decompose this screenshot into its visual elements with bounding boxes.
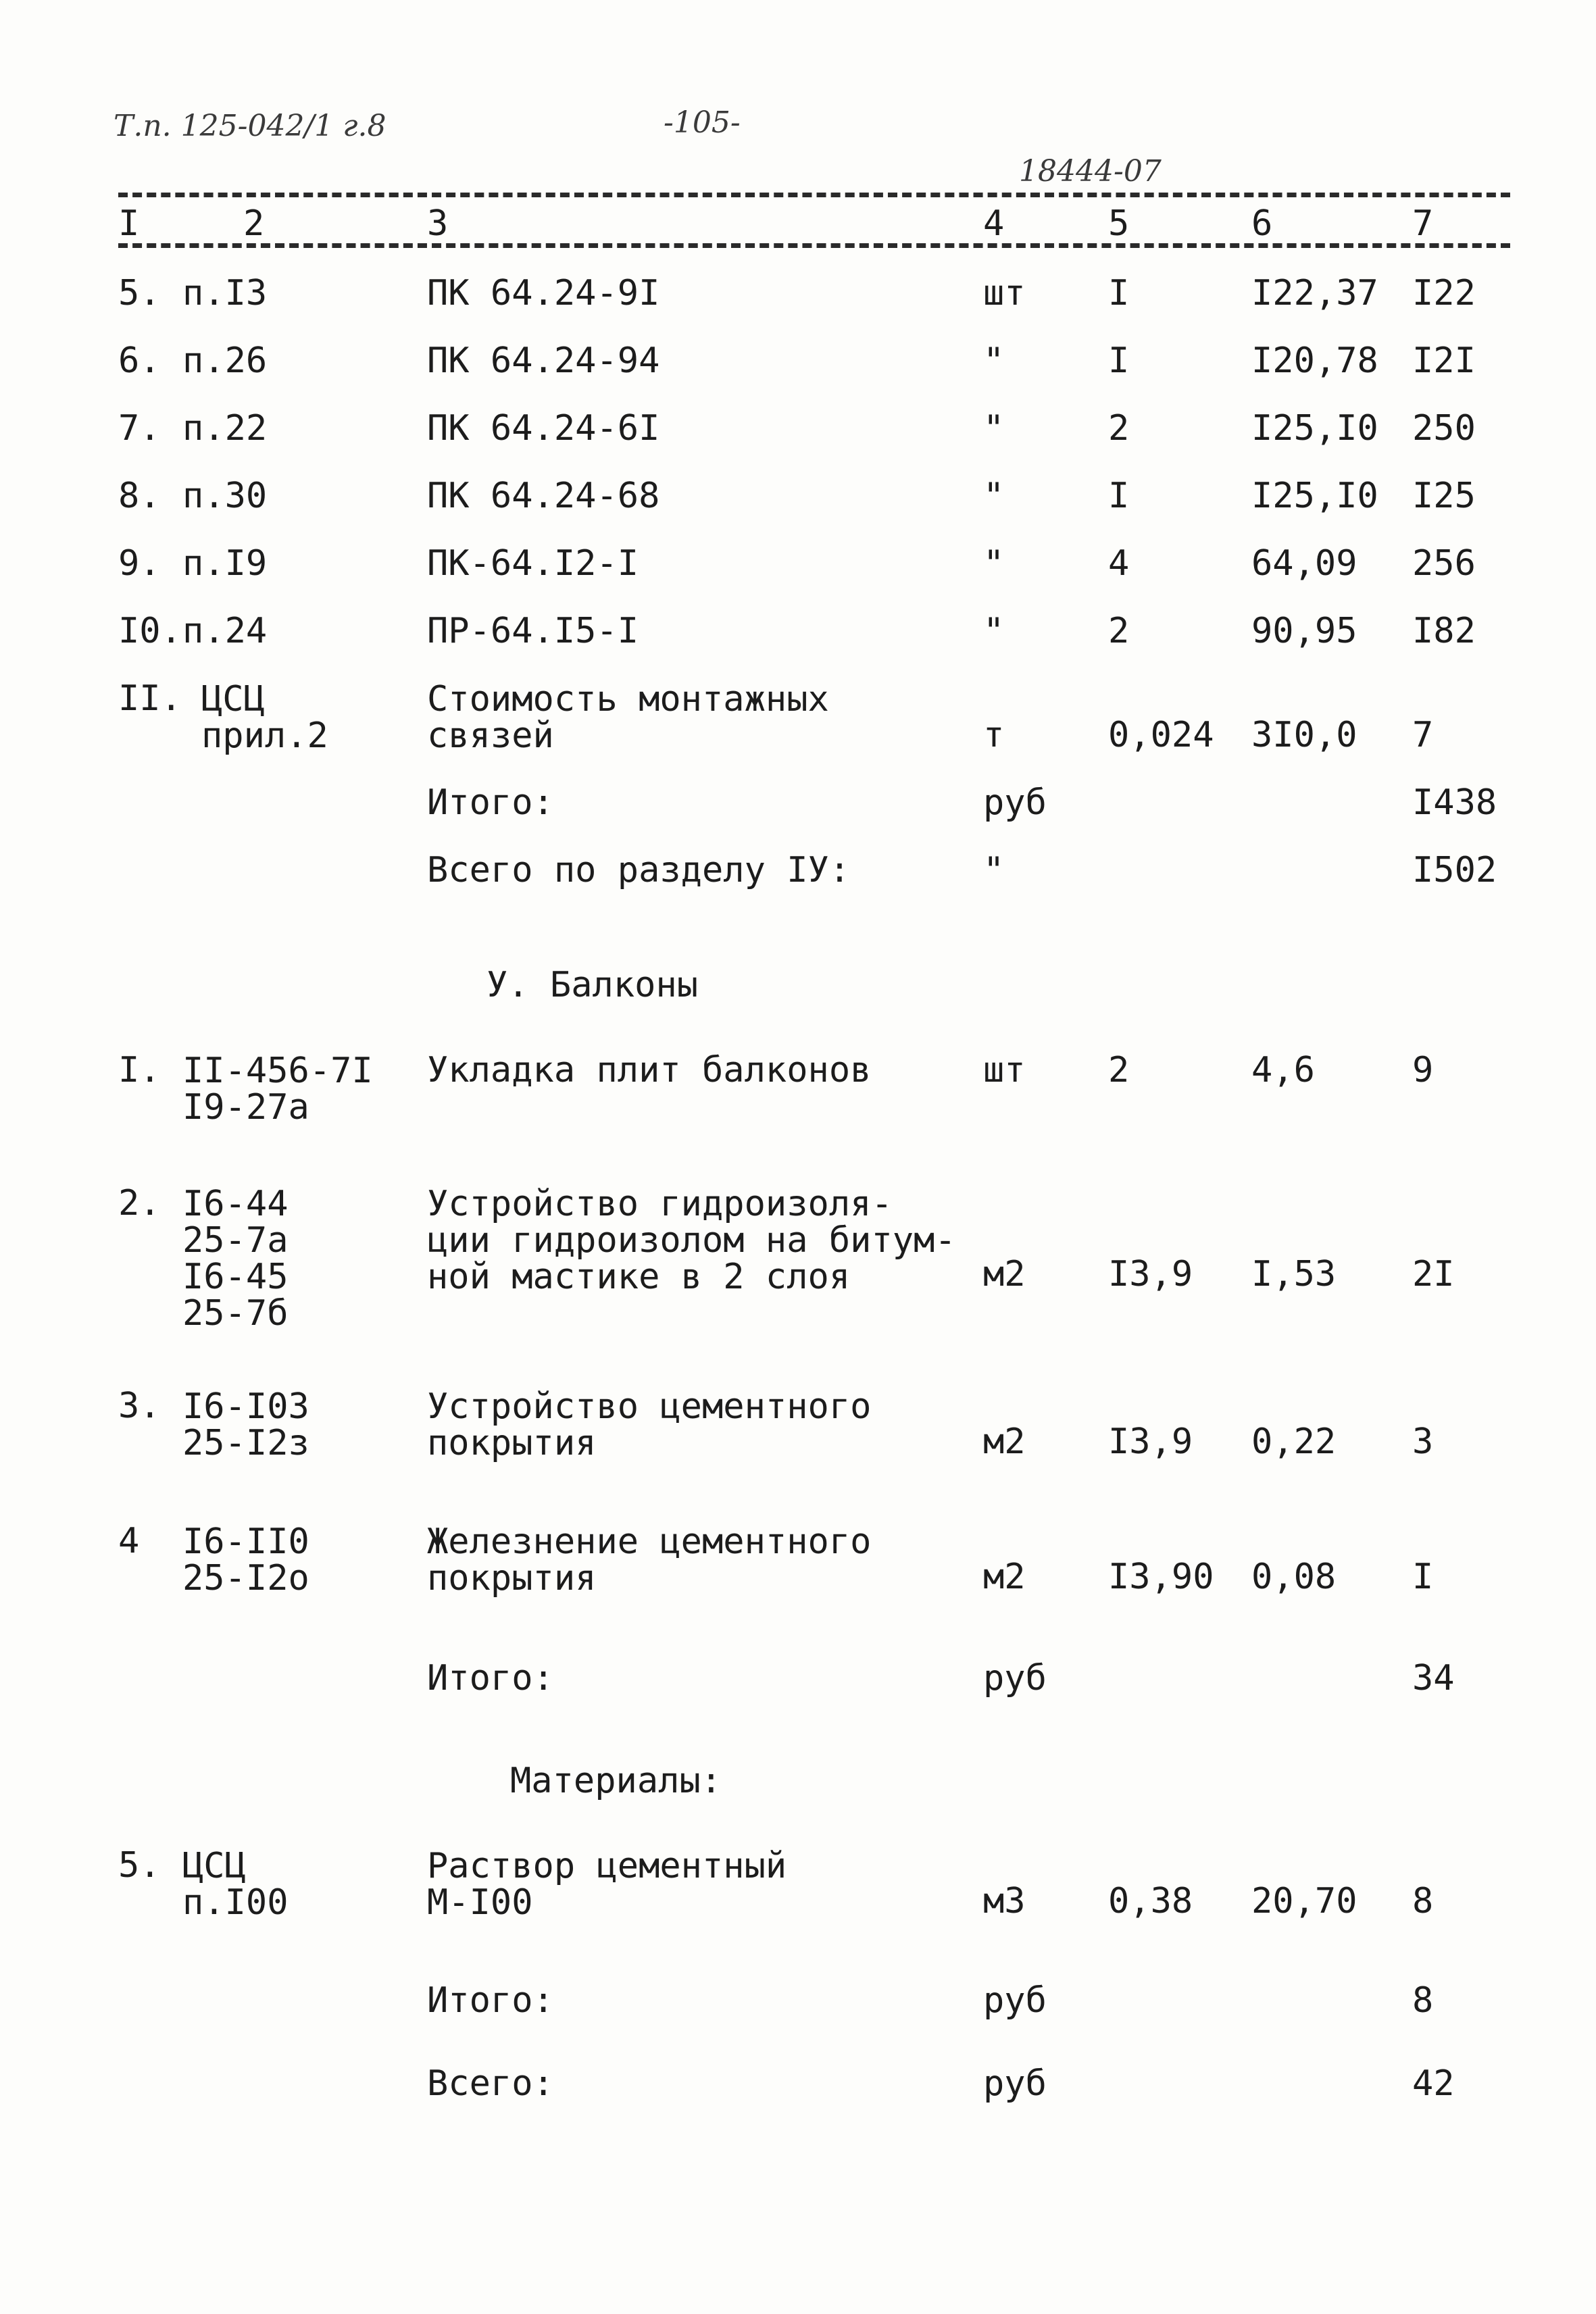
row-name: Раствор цементный М-I00 <box>427 1846 787 1923</box>
row-quantity: I <box>1108 476 1130 516</box>
row-number: I. <box>118 1050 161 1090</box>
row-total: 256 <box>1412 543 1476 584</box>
row-total: I22 <box>1412 273 1476 313</box>
row-reference: п.24 <box>182 611 268 651</box>
row-total: I2I <box>1412 341 1476 381</box>
column-number-2: 2 <box>243 203 265 244</box>
row-total: I <box>1412 1557 1434 1597</box>
row-price: 64,09 <box>1251 543 1357 584</box>
row-total: 3 <box>1412 1422 1434 1462</box>
subtotal-label: Итого: <box>427 1980 554 2021</box>
row-price: I25,I0 <box>1251 408 1378 449</box>
row-number: 6. <box>118 341 161 381</box>
subtotal-unit: руб <box>983 1980 1047 2021</box>
row-name: Устройство гидроизоля- ции гидроизолом на битум- ной мастике в 2 слоя <box>427 1184 956 1297</box>
row-price: 3I0,0 <box>1251 715 1357 755</box>
row-price: 20,70 <box>1251 1881 1357 1921</box>
row-reference: I6-44 25-7а I6-45 25-7б <box>182 1184 289 1334</box>
row-unit: м2 <box>983 1557 1026 1597</box>
row-unit: шт <box>983 1050 1026 1090</box>
grand-total-label: Всего: <box>427 2063 554 2104</box>
materials-heading: Материалы: <box>510 1761 722 1801</box>
row-unit: м2 <box>983 1254 1026 1294</box>
row-reference: II-456-7I I9-27а <box>182 1051 373 1128</box>
row-number: 7. <box>118 408 161 449</box>
row-total: 2I <box>1412 1254 1455 1294</box>
row-name: Железнение цементного покрытия <box>427 1521 872 1599</box>
row-price: 0,22 <box>1251 1422 1337 1462</box>
column-number-4: 4 <box>983 203 1005 244</box>
row-total: 9 <box>1412 1050 1434 1090</box>
row-number: 3. <box>118 1386 161 1426</box>
row-total: I82 <box>1412 611 1476 651</box>
row-quantity: I <box>1108 341 1130 381</box>
row-price: I25,I0 <box>1251 476 1378 516</box>
row-number: 2. <box>118 1183 161 1224</box>
row-price: I22,37 <box>1251 273 1378 313</box>
row-name: ПК-64.I2-I <box>427 543 639 584</box>
row-unit: " <box>983 543 1005 584</box>
row-reference: п.30 <box>182 476 268 516</box>
row-reference: п.22 <box>182 408 268 449</box>
document-code: Т.п. 125-042/1 г.8 <box>114 109 386 143</box>
section-heading: У. Балконы <box>487 965 699 1005</box>
column-number-1: I <box>118 203 140 244</box>
row-quantity: 2 <box>1108 1050 1130 1090</box>
row-unit: " <box>983 408 1005 449</box>
subtotal-total: 8 <box>1412 1980 1434 2021</box>
row-number: 8. <box>118 476 161 516</box>
row-number: II. <box>118 678 182 719</box>
column-number-6: 6 <box>1251 203 1273 244</box>
row-reference: I6-II0 25-I2о <box>182 1521 309 1599</box>
row-reference: п.I9 <box>182 543 268 584</box>
row-name: ПР-64.I5-I <box>427 611 639 651</box>
row-quantity: I3,9 <box>1108 1254 1193 1294</box>
row-number: I0. <box>118 611 182 651</box>
header-rule-top <box>118 193 1510 197</box>
row-unit: " <box>983 341 1005 381</box>
row-unit: " <box>983 611 1005 651</box>
row-unit: м2 <box>983 1422 1026 1462</box>
row-name: ПК 64.24-68 <box>427 476 660 516</box>
row-quantity: 0,024 <box>1108 715 1214 755</box>
row-price: 4,6 <box>1251 1050 1315 1090</box>
section-total-label: Всего по разделу IУ: <box>427 850 851 890</box>
row-name: ПК 64.24-6I <box>427 408 660 449</box>
column-number-7: 7 <box>1412 203 1434 244</box>
row-name: Стоимость монтажных связей <box>427 679 829 756</box>
row-name: Устройство цементного покрытия <box>427 1386 872 1463</box>
row-quantity: I3,90 <box>1108 1557 1214 1597</box>
row-name: Укладка плит балконов <box>427 1050 872 1090</box>
row-quantity: 2 <box>1108 611 1130 651</box>
row-unit: м3 <box>983 1881 1026 1921</box>
row-reference: ЦСЦ п.I00 <box>182 1846 289 1923</box>
row-number: 5. <box>118 1845 161 1886</box>
row-unit: т <box>983 715 1005 755</box>
section-total-unit: " <box>983 850 1005 890</box>
subtotal-label: Итого: <box>427 1658 554 1699</box>
subtotal-label: Итого: <box>427 782 554 823</box>
row-total: 250 <box>1412 408 1476 449</box>
subtotal-total: I438 <box>1412 782 1497 823</box>
row-name: ПК 64.24-9I <box>427 273 660 313</box>
column-number-3: 3 <box>427 203 449 244</box>
section-total-total: I502 <box>1412 850 1497 890</box>
registration-stamp: 18444-07 <box>1019 154 1162 188</box>
row-number: 5. <box>118 273 161 313</box>
page-number: -105- <box>664 105 741 140</box>
row-reference: п.26 <box>182 341 268 381</box>
row-unit: шт <box>983 273 1026 313</box>
row-unit: " <box>983 476 1005 516</box>
row-price: I20,78 <box>1251 341 1378 381</box>
column-number-5: 5 <box>1108 203 1130 244</box>
header-rule-bottom <box>118 243 1510 248</box>
row-total: 8 <box>1412 1881 1434 1921</box>
row-number: 9. <box>118 543 161 584</box>
subtotal-unit: руб <box>983 782 1047 823</box>
row-quantity: 4 <box>1108 543 1130 584</box>
subtotal-total: 34 <box>1412 1658 1455 1699</box>
row-total: 7 <box>1412 715 1434 755</box>
row-quantity: 0,38 <box>1108 1881 1193 1921</box>
row-reference: п.I3 <box>182 273 268 313</box>
row-name: ПК 64.24-94 <box>427 341 660 381</box>
row-quantity: I <box>1108 273 1130 313</box>
row-reference: I6-I03 25-I2з <box>182 1386 309 1463</box>
row-number: 4 <box>118 1521 140 1561</box>
row-quantity: 2 <box>1108 408 1130 449</box>
row-total: I25 <box>1412 476 1476 516</box>
subtotal-unit: руб <box>983 1658 1047 1699</box>
grand-total-total: 42 <box>1412 2063 1455 2104</box>
row-quantity: I3,9 <box>1108 1422 1193 1462</box>
grand-total-unit: руб <box>983 2063 1047 2104</box>
row-price: I,53 <box>1251 1254 1337 1294</box>
row-price: 0,08 <box>1251 1557 1337 1597</box>
row-price: 90,95 <box>1251 611 1357 651</box>
row-reference: ЦСЦ прил.2 <box>201 679 328 756</box>
